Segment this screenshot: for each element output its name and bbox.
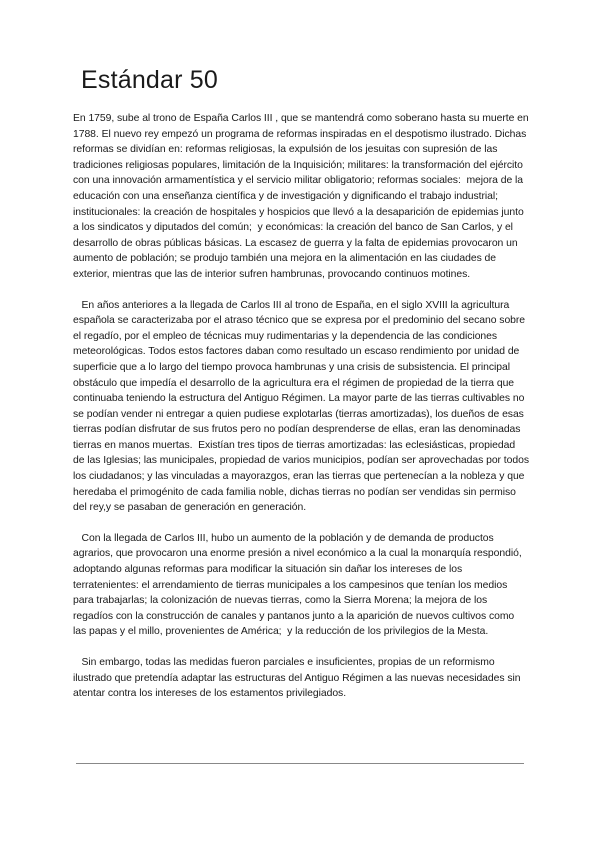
paragraph-reign-reforms: En 1759, sube al trono de España Carlos III , que se mantendrá como soberano hasta su muerte en 1788. El nuevo rey empezó un programa de reformas inspiradas en el despotismo ilustrado. Dichas reformas se dividían en: reformas religiosas, la expulsión de los jesuitas con supresión de las tradiciones religiosas populares, limitación de la Inquisición; militares: la transformación del ejército con una innovación armamentística y el servicio militar obligatorio; reformas sociales: mejora de la educación con una enseñanza científica y de investigación y dignificando el trabajo industrial; institucionales: la creación de hospitales y hospicios que llevó a la desaparición de epidemias junto a los sindicatos y diputados del común; y económicas: la creación del banco de San Carlos, y el desarrollo de obras públicas básicas. La escasez de guerra y la falta de epidemias provocaron un aumento de población; se produjo también una mejora en la alimentación en las ciudades de exterior, mientras que las de interior sufren hambrunas, provocando continuos motines.: [73, 113, 532, 280]
paragraph-conclusion: Sin embargo, todas las medidas fueron parciales e insuficientes, propias de un reformismo ilustrado que pretendía adaptar las estructuras del Antiguo Régimen a las nuevas necesidades sin atentar contra los intereses de los estamentos privilegiados.: [73, 657, 524, 700]
paragraph-agrarian-reforms: Con la llegada de Carlos III, hubo un aumento de la población y de demanda de productos agrarios, que provocaron una enorme presión a nivel económico a la cual la monarquía respondió, adoptando algunas reformas para modificar la situación sin dañar los intereses de los terratenientes: el arrendamiento de tierras municipales a los campesinos que tenían los medios para trabajarlas; la colonización de nuevas tierras, como la Sierra Morena; la mejora de los regadíos con la construcción de canales y pantanos junto a la aparición de nuevos cultivos como las papas y el millo, provenientes de América; y la reducción de los privilegios de la Mesta.: [73, 532, 525, 638]
footer-divider: [76, 763, 524, 764]
paragraph-agriculture-before: En años anteriores a la llegada de Carlos III al trono de España, en el siglo XVIII la agricultura española se caracterizaba por el atraso técnico que se expresa por el predominio del secano sobre el regadío, por el empleo de técnicas muy rudimentarias y la dependencia de las condiciones meteorológicas. Todos estos factores daban como resultado un escaso rendimiento por unidad de superficie que a lo largo del tiempo provoca hambrunas y una crisis de subsistencia. El principal obstáculo que impedía el desarrollo de la agricultura era el régimen de propiedad de la tierra que continuaba teniendo la estructura del Antiguo Régimen. La mayor parte de las tierras cultivables no se podían vender ni entregar a quien pudiese explotarlas (tierras amortizadas), los dueños de esas tierras podían disfrutar de sus frutos pero no podían desprenderse de ellas, eran las denominadas tierras en manos muertas. Existían tres tipos de tierras amortizadas: las eclesiásticas, propiedad de las Iglesias; las municipales, propiedad de varios municipios, podían ser aprovechadas por todos los ciudadanos; y las vinculadas a mayorazgos, eran las tierras que pertenecían a la nobleza y que heredaba el primogénito de cada familia noble, dichas tierras no podían ser vendidas sin permiso del rey,y se pasaban de generación en generación.: [73, 299, 532, 514]
document-body: [73, 111, 532, 717]
document-title: Estándar 50: [81, 66, 219, 94]
